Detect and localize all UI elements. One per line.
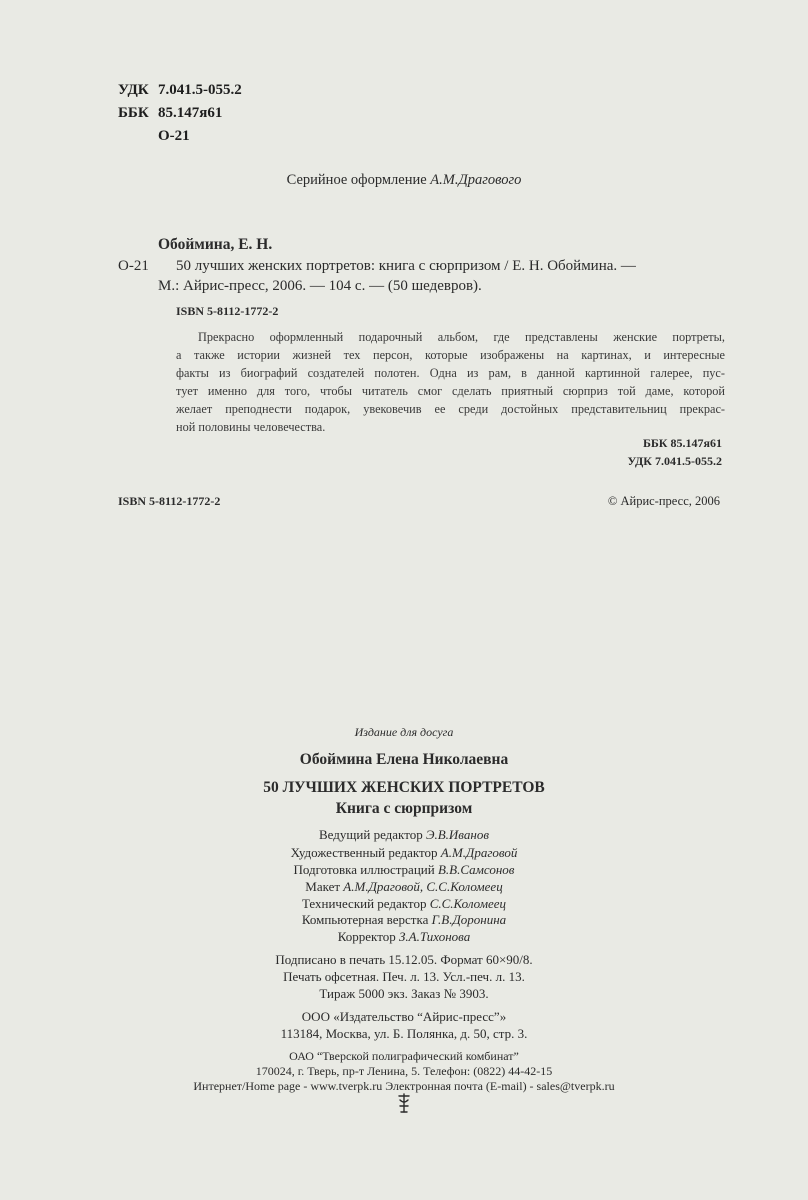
print-info-line: Тираж 5000 экз. Заказ № 3903. [319,986,489,1001]
right-bbk: ББК 85.147я61 [642,436,722,450]
bib-isbn: ISBN 5-8112-1772-2 [176,304,279,318]
bbk-line [118,105,222,122]
credit-role: Подготовка иллюстраций [293,862,435,877]
abstract-line: Прекрасно оформленный подарочный альбом, где представлены женские портреты, [198,330,725,344]
credit-name: С.С.Коломеец [429,896,507,911]
credit-line [0,929,808,945]
copyright: © Айрис-пресс, 2006 [607,494,720,508]
abstract-line: желает преподнести подарок, увековечив ее среди достойных представительниц прекрас- [176,402,725,416]
credit-role: Макет [305,879,341,894]
print-info-line: Подписано в печать 15.12.05. Формат 60×90/8. [275,952,533,967]
credit-name: А.М.Драговой, С.С.Коломеец [343,879,503,894]
printer-logo-icon [391,1090,417,1116]
bib-code: О-21 [118,258,149,274]
credit-name: А.М.Драговой [440,845,518,860]
author-heading: Обоймина, Е. Н. [158,236,273,253]
printer-line: 170024, г. Тверь, пр-т Ленина, 5. Телефон: (0822) 44-42-15 [255,1064,553,1078]
credit-role: Корректор [337,929,396,944]
credit-role: Художественный редактор [290,845,438,860]
udk-value: 7.041.5-055.2 [158,82,242,98]
bbk-value: 85.147я61 [158,105,223,121]
series-design-person: А.М.Драгового [430,172,522,188]
credit-name: В.В.Самсонов [437,862,515,877]
udk-line [118,82,242,99]
bib-line-1: 50 лучших женских портретов: книга с сюрпризом / Е. Н. Обоймина. — [176,258,636,274]
series-design [0,172,808,189]
author-code: О-21 [158,128,190,144]
credit-line [0,862,808,878]
credit-line [0,879,808,895]
bbk-label: ББК [118,105,149,121]
series-design-label: Серийное оформление [286,172,427,188]
credit-line [0,827,808,843]
credit-name: З.А.Тихонова [398,929,471,944]
credit-role: Технический редактор [301,896,427,911]
credit-role: Компьютерная верстка [301,912,429,927]
udk-label: УДК [118,82,149,98]
bib-line-2: М.: Айрис-пресс, 2006. — 104 с. — (50 шедевров). [158,278,482,294]
credit-name: Г.В.Доронина [431,912,507,927]
abstract-line: ной половины человечества. [176,420,326,434]
publisher-line: 113184, Москва, ул. Б. Полянка, д. 50, стр. 3. [280,1026,528,1041]
author-full-name: Обоймина Елена Николаевна [299,751,509,768]
abstract-line: тует именно для того, чтобы читатель смог сделать приятный сюрприз той даме, которой [176,384,725,398]
edition-type: Издание для досуга [354,725,454,739]
book-title: 50 ЛУЧШИХ ЖЕНСКИХ ПОРТРЕТОВ [263,779,545,796]
credit-line [0,845,808,861]
print-info-line: Печать офсетная. Печ. л. 13. Усл.-печ. л. 13. [283,969,525,984]
credit-line [0,896,808,912]
credit-name: Э.В.Иванов [425,827,489,842]
right-udk: УДК 7.041.5-055.2 [627,454,722,468]
printer-line: Интернет/Home page - www.tverpk.ru Электронная почта (E-mail) - sales@tverpk.ru [193,1079,615,1093]
book-subtitle: Книга с сюрпризом [335,800,473,817]
abstract-line: а также истории жизней тех персон, которые изображены на картинах, и интересные [176,348,725,362]
publisher-line: ООО «Издательство “Айрис-пресс”» [301,1009,507,1024]
credit-role: Ведущий редактор [319,827,423,842]
abstract-line: факты из биографий создателей полотен. Одна из рам, в данной картинной галерее, пус- [176,366,725,380]
abstract [176,328,725,436]
credit-line [0,912,808,928]
footer-isbn: ISBN 5-8112-1772-2 [118,494,221,508]
printer-line: ОАО “Тверской полиграфический комбинат” [289,1049,519,1063]
